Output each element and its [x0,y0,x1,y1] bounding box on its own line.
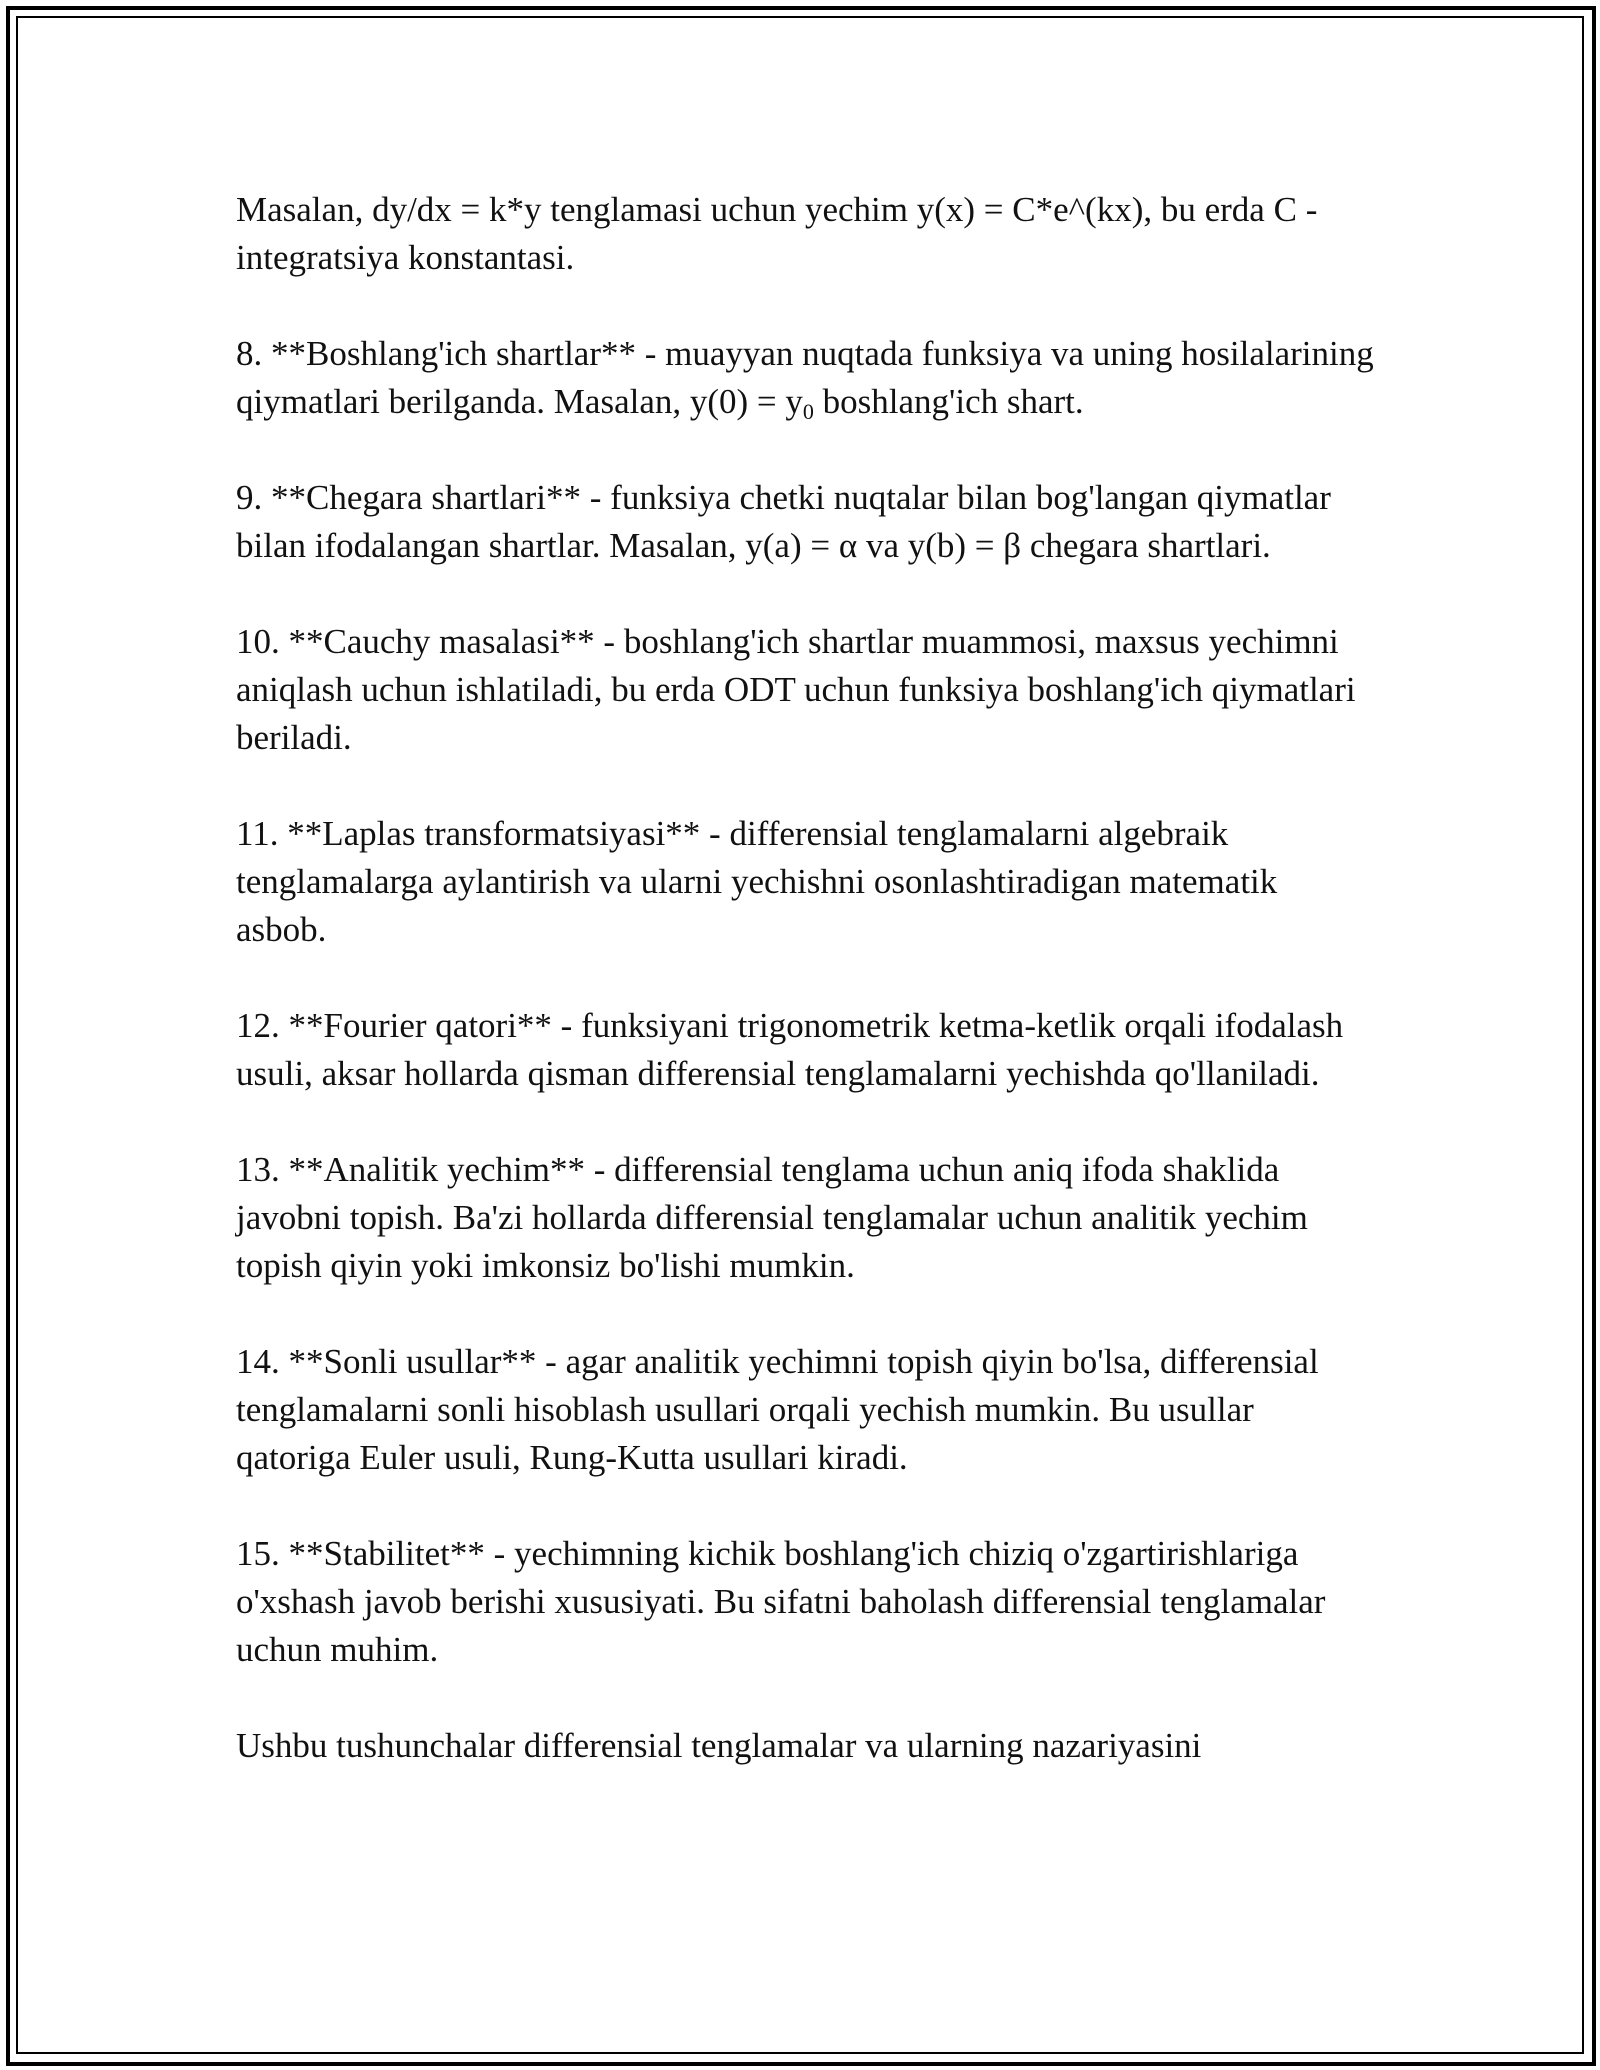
paragraph-cauchy-problem: 10. **Cauchy masalasi** - boshlang'ich shartlar muammosi, maxsus yechimni aniqlash uchun ishlatiladi, bu erda ODT uchun funksiya boshlang'ich qiymatlari beriladi. [236,622,1356,757]
paragraph-initial-conditions-text: 8. **Boshlang'ich shartlar** - muayyan nuqtada funksiya va uning hosilalarining qiymatlari berilganda. Masalan, y(0) = y [236,334,1374,421]
paragraph-laplace-transform: 11. **Laplas transformatsiyasi** - differensial tenglamalarni algebraik tenglamalarga aylantirish va ularni yechishni osonlashtiradigan matematik asbob. [236,814,1278,949]
paragraph-stability: 15. **Stabilitet** - yechimning kichik boshlang'ich chiziq o'zgartirishlariga o'xshash javob berishi xususiyati. Bu sifatni baholash differensial tenglamalar uchun muhim. [236,1534,1326,1669]
paragraph-initial-conditions-tail: boshlang'ich shart. [813,382,1084,421]
paragraph-example-solution: Masalan, dy/dx = k*y tenglamasi uchun yechim y(x) = C*e^(kx), bu erda C - integratsiya konstantasi. [236,190,1318,277]
paragraph-closing: Ushbu tushunchalar differensial tenglamalar va ularning nazariyasini [236,1726,1202,1765]
paragraph-initial-conditions [236,330,1376,426]
paragraph-fourier-series: 12. **Fourier qatori** - funksiyani trigonometrik ketma-ketlik orqali ifodalash usuli, aksar hollarda qisman differensial tenglamalarni yechishda qo'llaniladi. [236,1006,1344,1093]
subscript-zero: 0 [802,399,814,424]
paragraph-analytic-solution: 13. **Analitik yechim** - differensial tenglama uchun aniq ifoda shaklida javobni topish. Ba'zi hollarda differensial tenglamalar uchun analitik yechim topish qiyin yoki imkonsiz bo'lishi mumkin. [236,1150,1308,1285]
document-body [236,186,1376,1770]
paragraph-boundary-conditions: 9. **Chegara shartlari** - funksiya chetki nuqtalar bilan bog'langan qiymatlar bilan ifodalangan shartlar. Masalan, y(a) = α va y(b) = β chegara shartlari. [236,478,1331,565]
paragraph-numerical-methods: 14. **Sonli usullar** - agar analitik yechimni topish qiyin bo'lsa, differensial tenglamalarni sonli hisoblash usullari orqali yechish mumkin. Bu usullar qatoriga Euler usuli, Rung-Kutta usullari kiradi. [236,1342,1319,1477]
